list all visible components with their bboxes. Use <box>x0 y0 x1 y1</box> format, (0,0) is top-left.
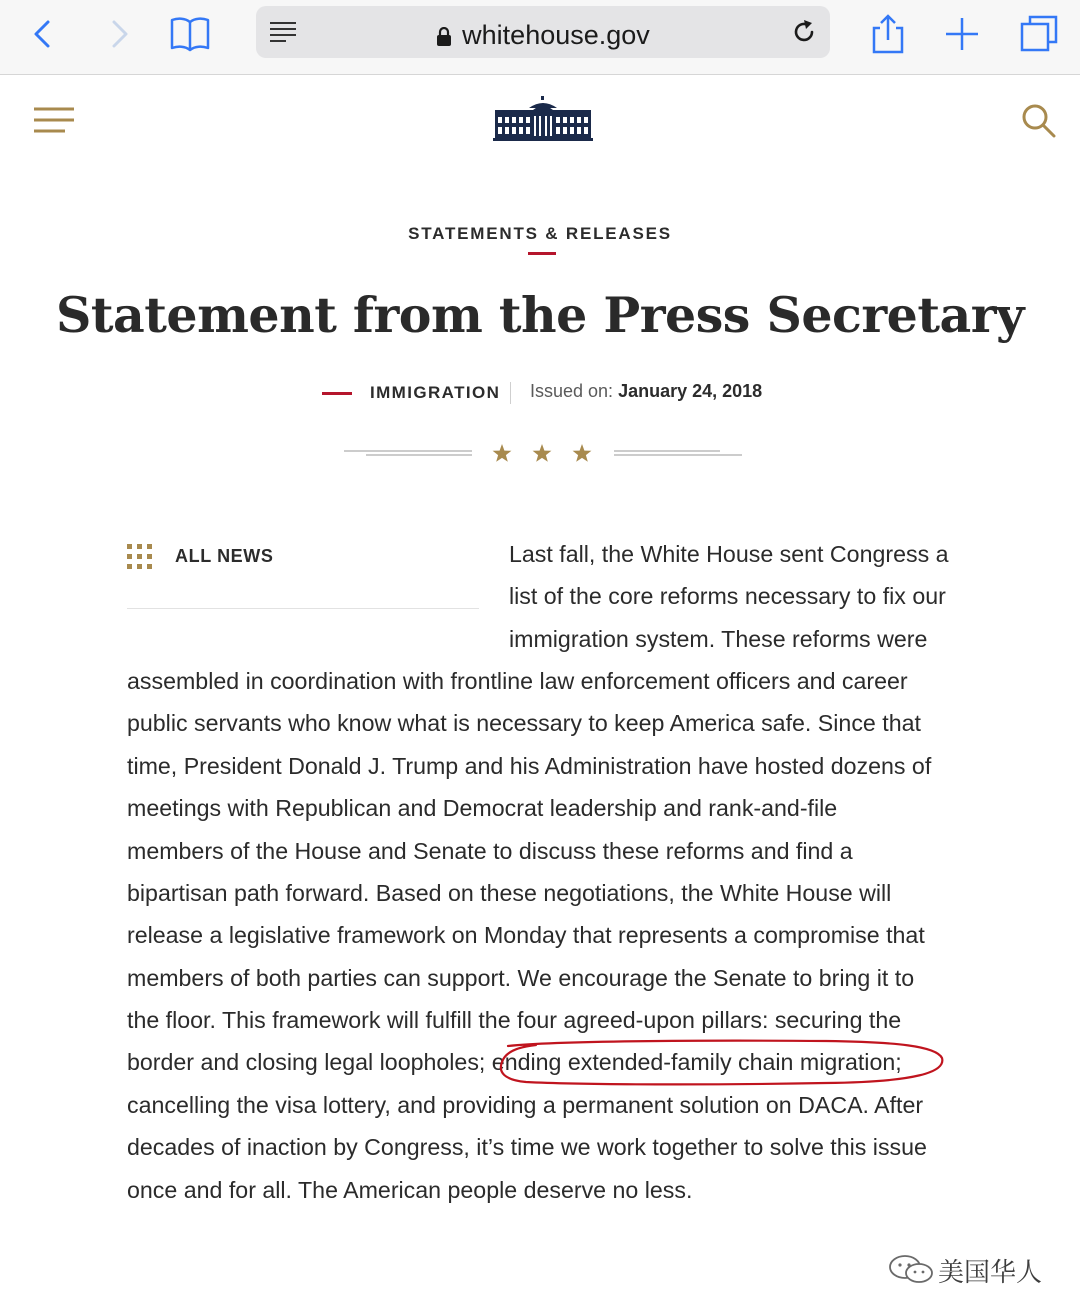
body-line: the floor. This framework will fulfill the four agreed-upon pillars: securing the <box>127 1007 902 1033</box>
body-line: Last fall, the White House sent Congress a <box>509 541 949 567</box>
article-meta <box>0 380 1080 406</box>
body-line: release a legislative framework on Monday that represents a compromise that <box>127 922 925 948</box>
issued-label: Issued on: <box>530 381 614 401</box>
kicker-underline <box>528 252 556 255</box>
body-line: time, President Donald J. Trump and his Administration have hosted dozens of <box>127 753 932 779</box>
back-icon[interactable] <box>22 12 66 56</box>
site-header <box>0 76 1080 186</box>
body-line: cancelling the visa lottery, and providing a permanent solution on DACA. After <box>127 1092 924 1118</box>
body-line: decades of inaction by Congress, it’s time we work together to solve this issue <box>127 1134 927 1160</box>
url-display <box>256 20 830 51</box>
body-line: meetings with Republican and Democrat leadership and rank-and-file <box>127 795 838 821</box>
issued-date: January 24, 2018 <box>618 381 763 401</box>
url-text: whitehouse.gov <box>462 20 650 50</box>
address-bar[interactable] <box>256 6 830 58</box>
watermark-text: 美国华人 <box>938 1258 1043 1288</box>
share-icon[interactable] <box>866 12 910 56</box>
highlight-circle-annotation <box>496 1038 944 1086</box>
category-dash <box>322 392 352 395</box>
search-icon[interactable] <box>1020 102 1056 138</box>
body-line: once and for all. The American people deserve no less. <box>127 1177 693 1203</box>
lock-icon <box>436 27 452 47</box>
category-link[interactable]: IMMIGRATION <box>370 383 501 402</box>
watermark <box>888 1250 1058 1290</box>
body-line: members of the House and Senate to discuss these reforms and find a <box>127 838 853 864</box>
all-news-label: ALL NEWS <box>175 546 274 566</box>
reload-icon[interactable] <box>790 18 818 46</box>
body-line: list of the core reforms necessary to fix our <box>509 583 946 609</box>
body-line: bipartisan path forward. Based on these negotiations, the White House will <box>127 880 892 906</box>
meta-separator <box>510 382 511 404</box>
tabs-icon[interactable] <box>1018 12 1062 56</box>
forward-icon[interactable] <box>96 12 140 56</box>
grid-icon <box>127 544 153 570</box>
white-house-logo[interactable] <box>493 96 593 144</box>
issued-info <box>530 381 762 402</box>
menu-icon[interactable] <box>33 106 75 136</box>
new-tab-icon[interactable] <box>940 12 984 56</box>
wechat-icon <box>888 1254 934 1284</box>
bookmarks-icon[interactable] <box>168 12 212 56</box>
section-kicker[interactable]: STATEMENTS & RELEASES <box>408 224 672 243</box>
body-line: border and closing legal loopholes; ending extended-family chain migration; <box>127 1049 902 1075</box>
body-line: assembled in coordination with frontline law enforcement officers and career <box>127 668 908 694</box>
all-news-link[interactable] <box>127 540 479 609</box>
body-line: public servants who know what is necessary to keep America safe. Since that <box>127 710 921 736</box>
body-line: members of both parties can support. We encourage the Senate to bring it to <box>127 965 915 991</box>
page-title: Statement from the Press Secretary <box>55 286 1025 344</box>
body-line: immigration system. These reforms were <box>509 626 928 652</box>
stars-divider <box>344 440 742 466</box>
browser-toolbar <box>0 0 1080 75</box>
